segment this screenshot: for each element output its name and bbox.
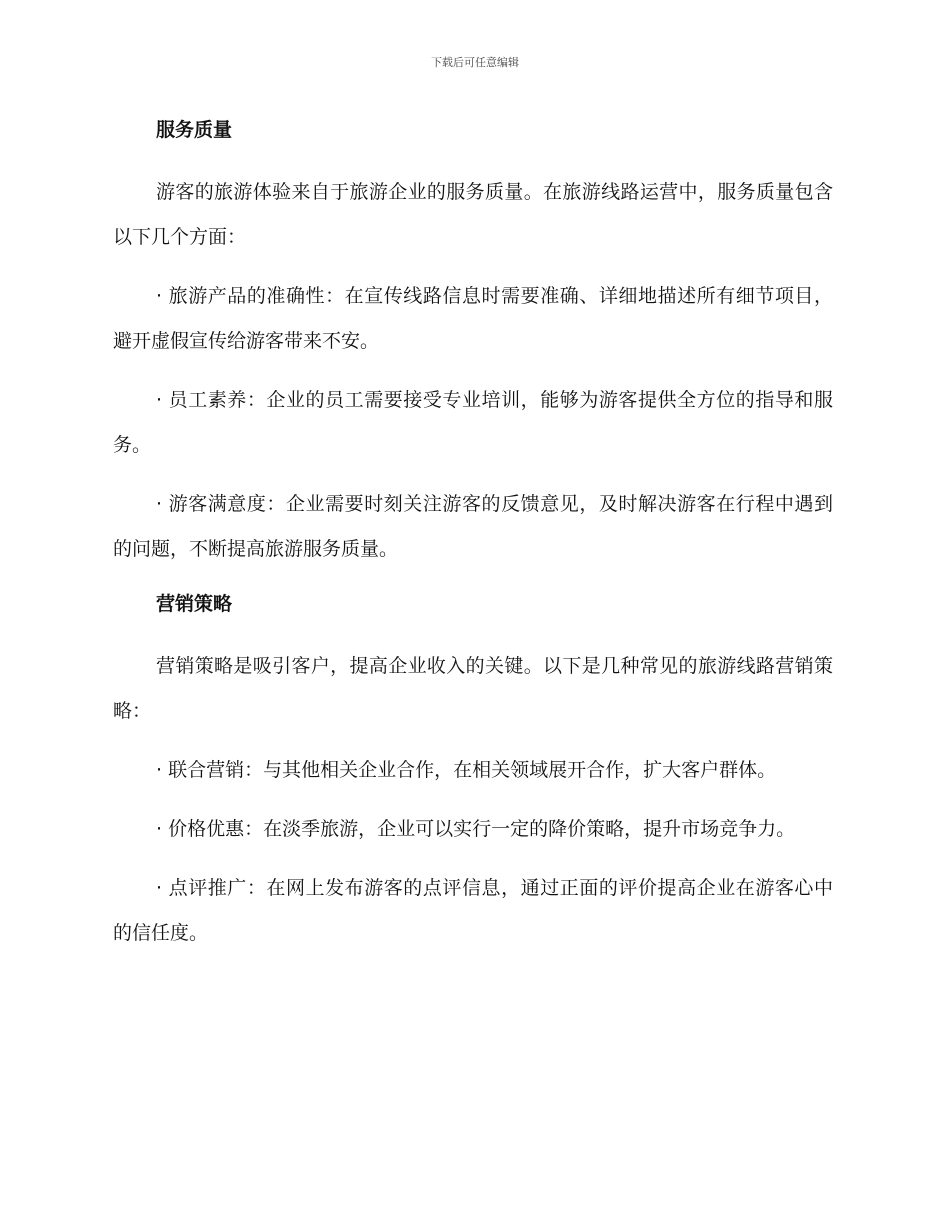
section-heading: 营销策略	[156, 593, 233, 615]
section-intro: 营销策略是吸引客户，提高企业收入的关键。以下是几种常见的旅游线路营销策略：	[113, 655, 833, 722]
document-body	[113, 112, 833, 970]
page-header: 下载后可任意编辑	[431, 56, 519, 69]
section-marketing-strategy	[113, 586, 833, 956]
section-heading: 服务质量	[156, 119, 233, 141]
bullet-item: · 旅游产品的准确性：在宣传线路信息时需要准确、详细地描述所有细节项目，避开虚假宣传给游客带来不安。	[113, 285, 833, 352]
bullet-item: · 点评推广：在网上发布游客的点评信息，通过正面的评价提高企业在游客心中的信任度。	[113, 877, 833, 944]
section-intro: 游客的旅游体验来自于旅游企业的服务质量。在旅游线路运营中，服务质量包含以下几个方面：	[113, 181, 833, 248]
section-service-quality	[113, 112, 833, 572]
bullet-item: · 联合营销：与其他相关企业合作，在相关领域展开合作，扩大客户群体。	[156, 759, 777, 781]
bullet-item: · 价格优惠：在淡季旅游，企业可以实行一定的降价策略，提升市场竞争力。	[156, 818, 796, 840]
bullet-item: · 员工素养：企业的员工需要接受专业培训，能够为游客提供全方位的指导和服务。	[113, 389, 833, 456]
bullet-item: · 游客满意度：企业需要时刻关注游客的反馈意见，及时解决游客在行程中遇到的问题，不断提高旅游服务质量。	[113, 493, 833, 560]
